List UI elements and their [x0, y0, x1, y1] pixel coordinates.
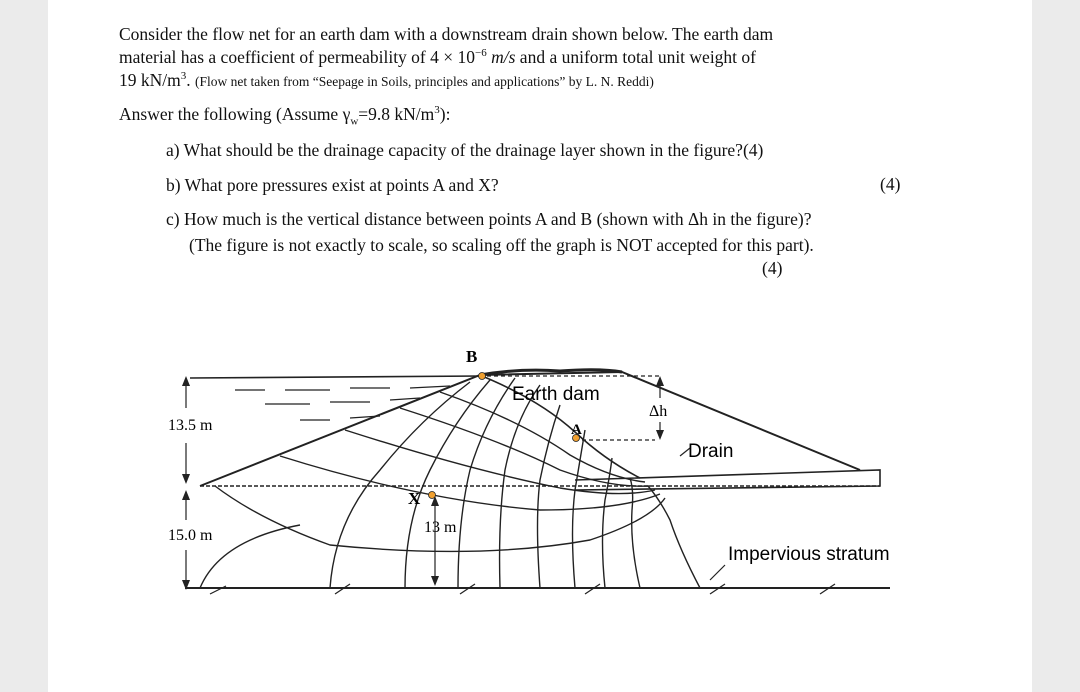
part-c-line-2: (The figure is not exactly to scale, so scaling off the graph is NOT accepted for this part).	[189, 235, 814, 255]
point-x-marker	[429, 492, 436, 499]
intro-line-2: material has a coefficient of permeability of $4 \times 10^{-6}$ m/s and a uniform total unit weight of	[119, 47, 756, 67]
intro-line-1: Consider the flow net for an earth dam with a downstream drain shown below. The earth dam	[119, 24, 774, 44]
label-b: B	[466, 347, 478, 366]
part-c-line-1: c) How much is the vertical distance between points A and B (shown with Δh in the figure)?	[166, 209, 812, 229]
part-b-marks: (4)	[880, 174, 901, 194]
label-earth-dam: Earth dam	[512, 384, 600, 405]
equipotential-lines	[330, 378, 700, 588]
label-15-0-m: 15.0 m	[168, 527, 213, 544]
intro-line-3: 19 $kN/m^3$. (Flow net taken from “Seepage in Soils, principles and applications” by L. N. Reddi)	[119, 70, 654, 90]
label-a: A	[571, 422, 582, 438]
label-impervious-stratum: Impervious stratum	[728, 544, 890, 565]
water-surface-line	[190, 376, 482, 378]
impervious-leader	[710, 565, 725, 580]
label-13-m: 13 m	[424, 519, 457, 536]
label-x: X	[408, 489, 421, 508]
part-c-marks: (4)	[762, 258, 783, 278]
label-dh: Δh	[649, 403, 668, 420]
part-a: a) What should be the drainage capacity of the drainage layer shown in the figure?(4)	[166, 140, 764, 160]
assumption-line: Answer the following (Assume $\gamma_w=9.8$ $kN/m^3$):	[119, 104, 451, 128]
drain-outline	[575, 470, 880, 490]
point-b-marker	[479, 373, 486, 380]
water-dashes	[235, 386, 450, 420]
arrow-heads	[182, 376, 664, 590]
label-13-5-m: 13.5 m	[168, 417, 213, 434]
label-drain: Drain	[688, 441, 734, 462]
part-b: b) What pore pressures exist at points A and X?	[166, 175, 499, 195]
source-note: (Flow net taken from “Seepage in Soils, principles and applications” by L. N. Reddi)	[195, 74, 654, 89]
